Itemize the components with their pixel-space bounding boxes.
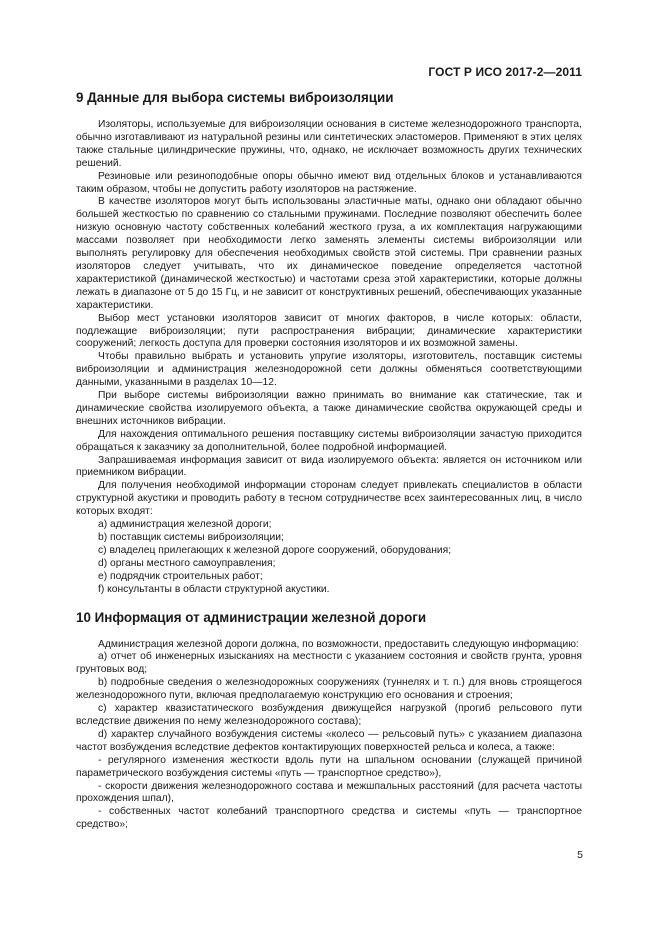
list-item: c) владелец прилегающих к железной дороге сооружений, оборудования; [98, 544, 452, 556]
paragraph: При выборе системы виброизоляции важно принимать во внимание как статические, так и динамические свойства изолируемого объекта, а также динамические свойства окружающей среды и внешних источников вибрации. [76, 390, 582, 427]
paragraph: В качестве изоляторов могут быть использованы эластичные маты, однако они обладают обычно большей жесткостью по сравнению со стальными пружинами. Последние позволяют обеспечить более низкую основную частоту собственных колебаний жесткого груза, а их комплектация нагружающими массами позволяет при необходимости легко заменять элементы системы виброизоляции или выполнять регулировку для обеспечения необходимых свойств этой системы. При сравнении разных изоляторов следует учитывать, что их динамическое поведение определяется частотной характеристикой (динамической жесткостью) и частотами среза этой характеристики, которые должны лежать в диапазоне от 5 до 15 Гц, и не зависит от конструктивных решений, обеспечивающих указанные характеристики. [76, 196, 582, 311]
list-item: e) подрядчик строительных работ; [98, 570, 263, 582]
list-item: f) консультанты в области структурной акустики. [98, 583, 330, 595]
list-item: b) подробные сведения о железнодорожных сооружениях (туннелях и т. п.) для вновь строящегося железнодорожного пути, включая предполагаемую конструкцию его основания и строения; [76, 677, 582, 702]
dash-item: - собственных частот колебаний транспортного средства и системы «путь — транспортное средство»; [76, 806, 582, 831]
list-item: c) характер квазистатического возбуждения движущейся нагрузкой (прогиб рельсового пути вследствие движения по нему железнодорожного состава); [76, 703, 582, 727]
page-content [76, 90, 582, 832]
paragraph: Выбор мест установки изоляторов зависит от многих факторов, в числе которых: области, подлежащие виброизоляции; пути распространения вибрации; динамические характеристики сооружений; легкость доступа для проверки состояния изоляторов и их возможной замены. [76, 312, 582, 350]
list-item: b) поставщик системы виброизоляции; [98, 532, 284, 543]
dash-item: - скорости движения железнодорожного состава и межшпальных расстояний (для расчета частоты прохождения шпал), [76, 780, 582, 805]
paragraph: Запрашиваемая информация зависит от вида изолируемого объекта: является он источником или приемником вибрации. [76, 454, 582, 479]
paragraph: Для получения необходимой информации сторонам следует привлекать специалистов в области структурной акустики и проводить работу в тесном сотрудничестве всех заинтересованных лиц, в число которых входят: [76, 480, 582, 518]
dash-item: - регулярного изменения жесткости вдоль пути на шпальном основании (служащей причиной параметрического возбуждения системы «путь — транспортное средство»), [76, 754, 582, 779]
list-item: d) органы местного самоуправления; [98, 557, 276, 569]
page-number: 5 [577, 849, 583, 861]
paragraph: Изоляторы, используемые для виброизоляции основания в системе железнодорожного транспорта, обычно изготавливают из натуральной резины или синтетических эластомеров. Применяют в этих целях также стальные цилиндрические пружины, что, однако, не исключает возможность других технических решений. [76, 119, 582, 169]
paragraph: Резиновые или резиноподобные опоры обычно имеют вид отдельных блоков и устанавливаются таким образом, чтобы не допустить работу изоляторов на растяжение. [76, 170, 582, 195]
list-item: d) характер случайного возбуждения системы «колесо — рельсовый путь» с указанием диапазона частот возбуждения вследствие дефектов контактирующих поверхностей рельса и колеса, а также: [76, 728, 582, 753]
paragraph: Чтобы правильно выбрать и установить упругие изоляторы, изготовитель, поставщик системы виброизоляции и администрация железнодорожной сети должны обменяться соответствующими данными, указанными в разделах 10—12. [76, 351, 582, 389]
section-10-title: 10 Информация от администрации железной дороги [76, 609, 427, 625]
document-header: ГОСТ Р ИСО 2017-2—2011 [428, 65, 582, 79]
paragraph: Администрация железной дороги должна, по возможности, предоставить следующую информацию: [98, 638, 579, 650]
list-item: a) администрация железной дороги; [98, 519, 272, 531]
section-9-title: 9 Данные для выбора системы виброизоляции [76, 90, 394, 105]
paragraph: Для нахождения оптимального решения поставщику системы виброизоляции зачастую приходится обращаться к заказчику за дополнительной, более подробной информацией. [76, 428, 582, 453]
list-item: a) отчет об инженерных изысканиях на местности с указанием состояния и свойств грунта, уровня грунтовых вод; [76, 651, 582, 676]
